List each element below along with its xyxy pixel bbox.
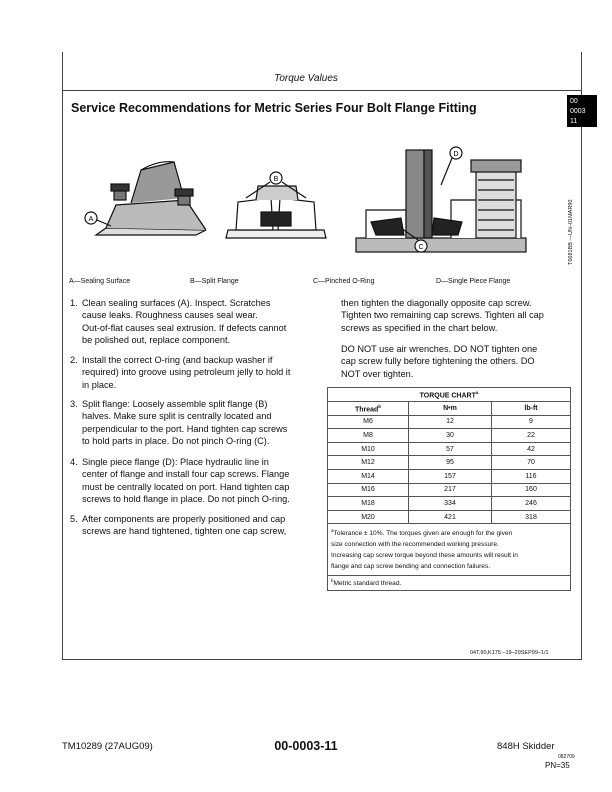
col-header-thread: Thread$^b$ <box>328 402 409 416</box>
tab-line: 0003 <box>570 108 586 115</box>
step-number: 2. <box>70 355 78 365</box>
continuation-line: screws as specified in the chart below. <box>341 322 498 333</box>
table-row <box>328 456 571 470</box>
sealing-surface-drawing <box>85 162 206 235</box>
footer-manual-id: TM10289 (27AUG09) <box>62 741 153 752</box>
footer-page-number: PN=35 <box>545 761 570 770</box>
cell-thread: M18 <box>328 497 409 511</box>
cell-lbft: 116 <box>492 469 571 483</box>
caption-sealing-surface: A—Sealing Surface <box>69 278 131 285</box>
cross-section-drawing <box>356 147 526 252</box>
step-number: 4. <box>70 457 78 467</box>
table-row <box>328 483 571 497</box>
header-title: Torque Values <box>274 73 338 84</box>
tab-line: 11 <box>570 118 578 125</box>
cell-thread: M20 <box>328 510 409 524</box>
step-line: must be centrally located on port. Hand tighten cap <box>82 481 290 492</box>
step-5-continuation <box>341 297 576 334</box>
table-row <box>328 510 571 524</box>
cell-nm: 157 <box>409 469 492 483</box>
cell-thread: M12 <box>328 456 409 470</box>
step-4 <box>70 456 315 506</box>
step-line: screws are hand tightened, tighten one cap screw, <box>82 526 287 537</box>
torque-chart-title: TORQUE CHART$^a$ <box>328 388 571 402</box>
step-3 <box>70 398 315 448</box>
section-title: Service Recommendations for Metric Series Four Bolt Flange Fitting <box>71 101 477 115</box>
tab-line: 00 <box>570 98 578 105</box>
step-line: required) into groove using petroleum jelly to hold it <box>82 367 291 378</box>
cell-thread: M14 <box>328 469 409 483</box>
header-rule <box>62 90 582 91</box>
warning-line: DO NOT use air wrenches. DO NOT tighten one <box>341 344 538 354</box>
step-line: perpendicular to the port. Hand tighten cap screws <box>82 423 288 434</box>
step-5 <box>70 513 315 539</box>
table-row <box>328 497 571 511</box>
step-2 <box>70 354 315 392</box>
step-line: cause leaks. Roughness causes seal wear. <box>82 310 258 321</box>
step-line: Single piece flange (D): Place hydraulic line in <box>82 457 269 467</box>
cell-nm: 334 <box>409 497 492 511</box>
cell-lbft: 160 <box>492 483 571 497</box>
cell-lbft: 9 <box>492 415 571 429</box>
callout-c: C <box>418 244 424 251</box>
figure-id: T6691BB —UN–01MAR90 <box>568 199 574 265</box>
step-line: to hold parts in place. Do not pinch O-ring (C). <box>82 436 270 447</box>
table-row <box>328 469 571 483</box>
step-line: Install the correct O-ring (and backup washer if <box>82 355 273 365</box>
step-number: 5. <box>70 514 78 524</box>
cell-thread: M6 <box>328 415 409 429</box>
cell-thread: M16 <box>328 483 409 497</box>
table-row <box>328 415 571 429</box>
cell-lbft: 70 <box>492 456 571 470</box>
table-row <box>328 429 571 443</box>
cell-nm: 30 <box>409 429 492 443</box>
step-line: be polished out, replace component. <box>82 335 231 346</box>
cell-nm: 95 <box>409 456 492 470</box>
cell-thread: M8 <box>328 429 409 443</box>
step-line: in place. <box>82 379 117 390</box>
footer-machine: 848H Skidder <box>497 741 555 752</box>
step-number: 1. <box>70 298 78 308</box>
cell-nm: 57 <box>409 442 492 456</box>
footer-page-code: 00-0003-11 <box>274 739 338 753</box>
col-header-lbft: lb-ft <box>492 402 571 416</box>
torque-chart <box>327 387 571 591</box>
step-number: 3. <box>70 399 78 409</box>
tolerance-note: $^a$Tolerance ± 10%. The torques given are enough for the given size connection with the recommended working pressure. Increasing cap screw torque beyond these amounts will result in flange and cap screw bending and connection failures. <box>328 524 571 575</box>
caption-single-piece-flange: D—Single Piece Flange <box>436 278 511 285</box>
step-line: screws to hold flange in place. Do not pinch O-ring. <box>82 494 290 505</box>
frame-right <box>581 90 582 659</box>
flange-illustration <box>66 140 556 270</box>
cell-lbft: 318 <box>492 510 571 524</box>
table-row <box>328 442 571 456</box>
cell-nm: 217 <box>409 483 492 497</box>
warning-line: NOT over tighten. <box>341 368 414 379</box>
step-line: center of flange and install four cap screws. Flange <box>82 469 290 480</box>
continuation-line: then tighten the diagonally opposite cap screw. <box>341 298 532 308</box>
warning-line: cap screw fully before tightening the others. DO <box>341 356 535 367</box>
cell-lbft: 42 <box>492 442 571 456</box>
cell-lbft: 246 <box>492 497 571 511</box>
caption-split-flange: B—Split Flange <box>190 278 239 285</box>
col-header-nm: N•m <box>409 402 492 416</box>
step-line: After components are properly positioned and cap <box>82 514 286 524</box>
callout-a: A <box>88 216 94 223</box>
caption-pinched-o-ring: C—Pinched O-Ring <box>313 278 375 285</box>
step-line: Clean sealing surfaces (A). Inspect. Scratches <box>82 298 271 308</box>
footer-date-code: 082709 <box>558 754 575 760</box>
callout-d: D <box>453 151 459 158</box>
document-code: 04T,90,K175 –19–29SEP99–1/1 <box>470 650 549 656</box>
cell-nm: 12 <box>409 415 492 429</box>
section-tab <box>567 95 597 127</box>
callout-b: B <box>273 176 279 183</box>
step-1 <box>70 297 315 347</box>
cell-nm: 421 <box>409 510 492 524</box>
cell-lbft: 22 <box>492 429 571 443</box>
continuation-line: Tighten two remaining cap screws. Tighten all cap <box>341 310 544 321</box>
metric-thread-note: $^b$Metric standard thread. <box>328 575 571 591</box>
cell-thread: M10 <box>328 442 409 456</box>
frame-bottom <box>62 659 582 660</box>
torque-table <box>327 387 571 591</box>
step-line: Split flange: Loosely assemble split flange (B) <box>82 399 268 409</box>
step-line: halves. Make sure split is centrally located and <box>82 411 272 422</box>
frame-left <box>62 90 63 659</box>
step-line: Out-of-flat causes seal extrusion. If defects cannot <box>82 322 287 333</box>
warning-text <box>341 343 576 380</box>
